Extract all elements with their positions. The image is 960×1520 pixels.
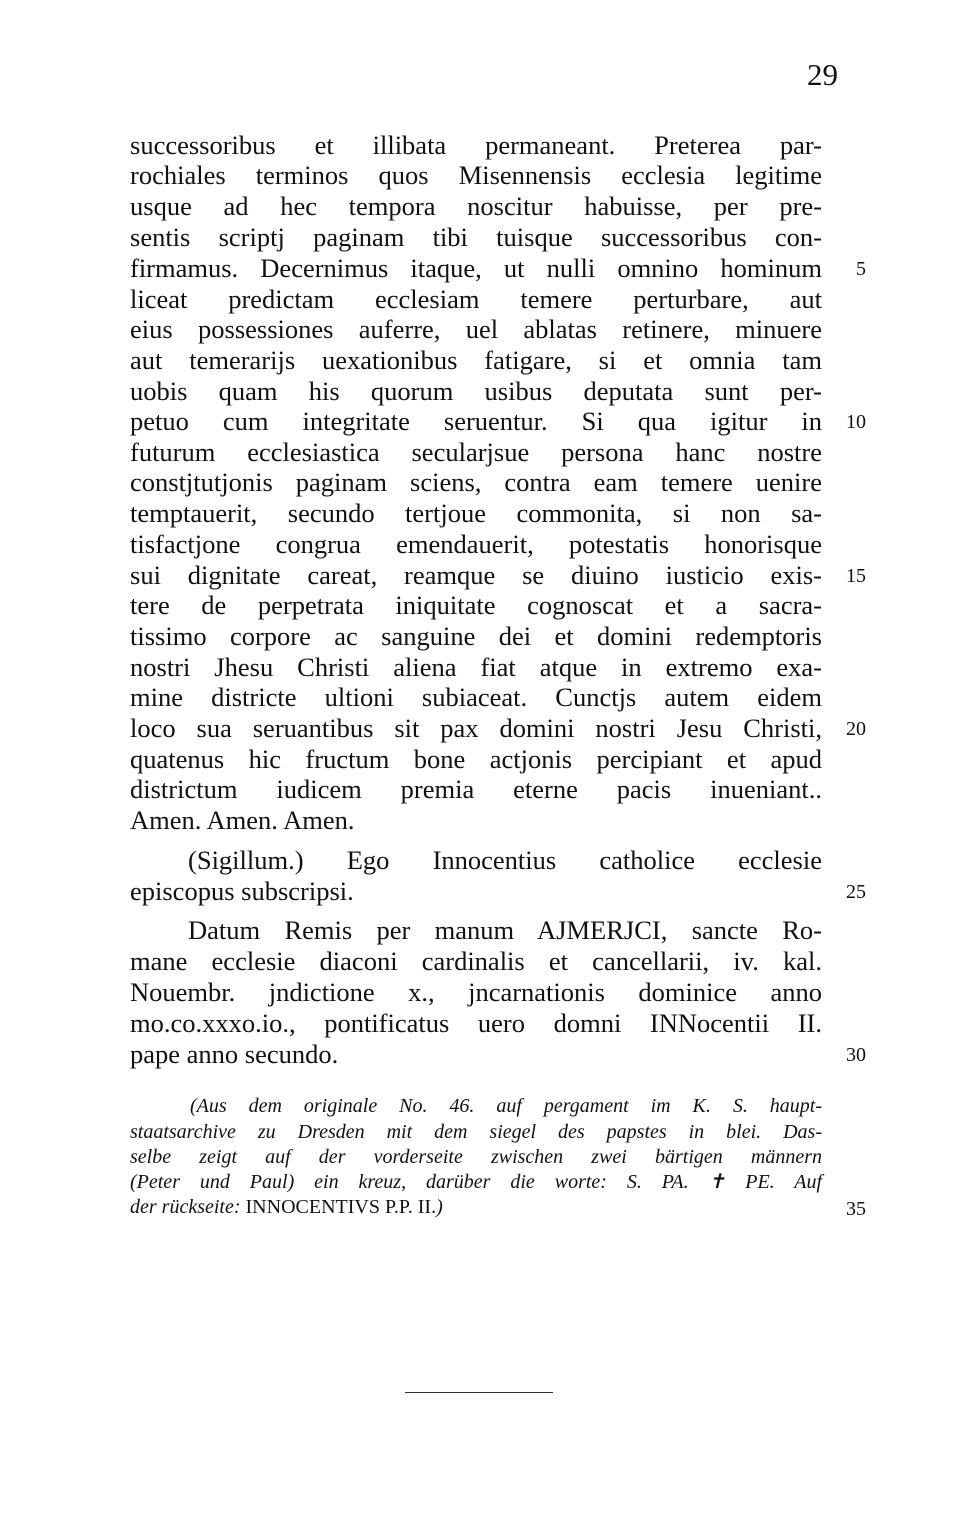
line-number: 25 bbox=[846, 881, 866, 903]
text-line: successoribus et illibata permaneant. Preterea par- bbox=[130, 130, 822, 160]
text-line: temptauerit, secundo tertjoue commonita, si non sa- bbox=[130, 498, 822, 528]
datum-line: mane ecclesie diaconi cardinalis et cancellarii, iv. kal. bbox=[130, 946, 822, 976]
line-number: 10 bbox=[846, 411, 866, 433]
note-signature-text: INNOCENTIVS P.P. II. bbox=[245, 1196, 437, 1218]
text-line: tere de perpetrata iniquitate cognoscat et a sacra- bbox=[130, 590, 822, 620]
text-line: constjtutjonis paginam sciens, contra eam temere uenire bbox=[130, 467, 822, 497]
line-number: 30 bbox=[846, 1044, 866, 1066]
text-line: tissimo corpore ac sanguine dei et domini redemptoris bbox=[130, 621, 822, 651]
text-line: liceat predictam ecclesiam temere perturbare, aut bbox=[130, 284, 822, 314]
text-line: firmamus. Decernimus itaque, ut nulli omnino hominum bbox=[130, 253, 822, 283]
datum-line: mo.co.xxxo.io., pontificatus uero domni INNocentii II. bbox=[130, 1008, 822, 1038]
text-line: usque ad hec tempora noscitur habuisse, per pre- bbox=[130, 191, 822, 221]
line-number: 35 bbox=[846, 1198, 866, 1220]
text-line: Amen. Amen. Amen. bbox=[130, 805, 355, 835]
text-line: nostri Jhesu Christi aliena fiat atque in extremo exa- bbox=[130, 652, 822, 682]
text-line: rochiales terminos quos Misennensis ecclesia legitime bbox=[130, 160, 822, 190]
signature-line: (Sigillum.) Ego Innocentius catholice ecclesie bbox=[188, 845, 822, 875]
note-line: selbe zeigt auf der vorderseite zwischen zwei bärtigen männern bbox=[130, 1146, 822, 1168]
text-line: tisfactjone congrua emendauerit, potestatis honorisque bbox=[130, 529, 822, 559]
text-line: aut temerarijs uexationibus fatigare, si et omnia tam bbox=[130, 345, 822, 375]
page-number: 29 bbox=[807, 57, 838, 92]
note-line: staatsarchive zu Dresden mit dem siegel des papstes in blei. Das- bbox=[130, 1121, 822, 1143]
datum-line: Nouembr. jndictione x., jncarnationis dominice anno bbox=[130, 977, 822, 1007]
text-line: mine districte ultioni subiaceat. Cunctjs autem eidem bbox=[130, 682, 822, 712]
line-number: 5 bbox=[856, 258, 866, 280]
datum-line: pape anno secundo. bbox=[130, 1039, 339, 1069]
text-line: quatenus hic fructum bone actjonis percipiant et apud bbox=[130, 744, 822, 774]
line-number: 20 bbox=[846, 718, 866, 740]
text-line: sui dignitate careat, reamque se diuino iusticio exis- bbox=[130, 560, 822, 590]
line-number: 15 bbox=[846, 565, 866, 587]
note-line: (Peter und Paul) ein kreuz, darüber die worte: S. PA. ✝ PE. Auf bbox=[130, 1171, 822, 1193]
text-line: uobis quam his quorum usibus deputata sunt per- bbox=[130, 376, 822, 406]
note-text: der rückseite: bbox=[130, 1196, 246, 1218]
note-text: ) bbox=[436, 1196, 443, 1218]
end-rule bbox=[405, 1392, 553, 1393]
text-line: districtum iudicem premia eterne pacis inueniant.. bbox=[130, 774, 822, 804]
datum-line: Datum Remis per manum AJMERJCI, sancte Ro- bbox=[188, 915, 822, 945]
text-line: eius possessiones auferre, uel ablatas retinere, minuere bbox=[130, 314, 822, 344]
note-line bbox=[130, 1194, 822, 1220]
note-line: (Aus dem originale No. 46. auf pergament im K. S. haupt- bbox=[190, 1095, 822, 1117]
text-line: sentis scriptj paginam tibi tuisque successoribus con- bbox=[130, 222, 822, 252]
signature-line: episcopus subscripsi. bbox=[130, 876, 354, 906]
text-line: petuo cum integritate seruentur. Si qua igitur in bbox=[130, 406, 822, 436]
text-line: futurum ecclesiastica secularjsue persona hanc nostre bbox=[130, 437, 822, 467]
text-line: loco sua seruantibus sit pax domini nostri Jesu Christi, bbox=[130, 713, 822, 743]
